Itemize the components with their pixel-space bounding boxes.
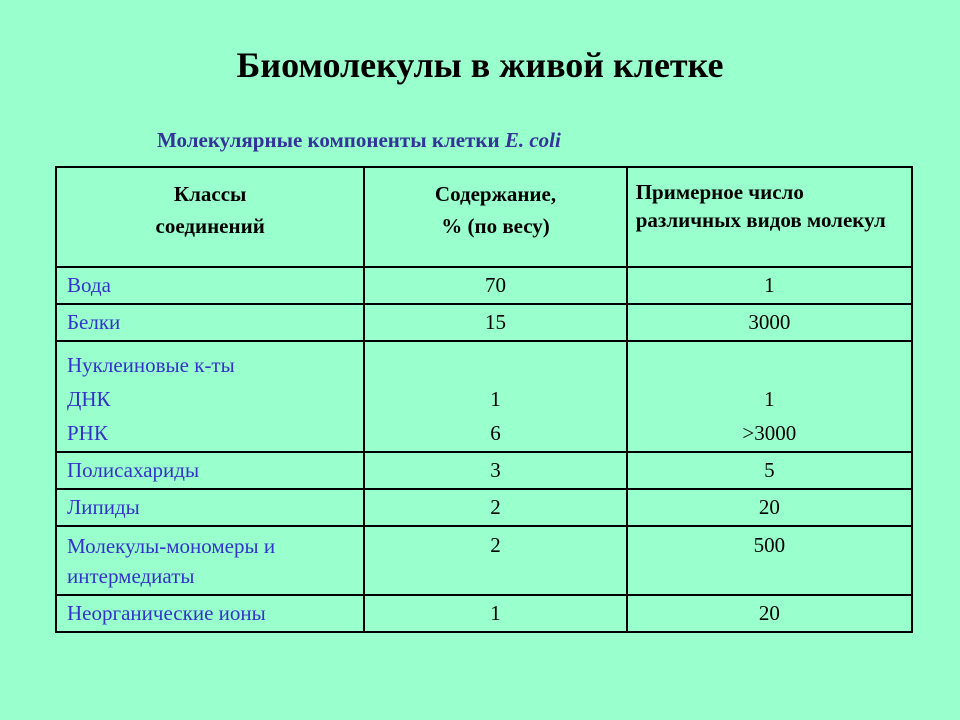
row-percent: 15 <box>364 304 626 341</box>
slide-title: Биомолекулы в живой клетке <box>236 45 724 85</box>
table-row <box>56 526 912 595</box>
table-row <box>56 452 912 489</box>
row-name-line2: ДНК <box>67 387 111 411</box>
table-row <box>56 341 912 452</box>
row-name <box>56 341 364 452</box>
header-class-line1: Классы <box>173 182 247 206</box>
row-name-line1: Нуклеиновые к-ты <box>67 353 235 377</box>
row-percent <box>364 341 626 452</box>
table-row <box>56 489 912 526</box>
row-name: Неорганические ионы <box>56 595 364 632</box>
row-count: 1 <box>627 267 912 304</box>
row-percent: 3 <box>364 452 626 489</box>
row-count: 20 <box>627 489 912 526</box>
table-caption <box>157 128 561 153</box>
row-percent-dna: 1 <box>490 387 501 411</box>
row-count: 500 <box>627 526 912 595</box>
header-percent <box>364 167 626 267</box>
composition-table <box>55 166 913 633</box>
row-percent: 2 <box>364 526 626 595</box>
table-row <box>56 595 912 632</box>
row-count-dna: 1 <box>764 387 775 411</box>
row-name-line3: РНК <box>67 421 108 445</box>
row-name: Липиды <box>56 489 364 526</box>
row-count-rna: >3000 <box>742 421 797 445</box>
row-count: 20 <box>627 595 912 632</box>
header-percent-line1: Содержание, <box>434 182 557 206</box>
table-row <box>56 267 912 304</box>
caption-text: Молекулярные компоненты клетки <box>157 128 505 152</box>
header-percent-line2: % (по весу) <box>441 214 550 238</box>
row-name: Вода <box>56 267 364 304</box>
row-count: 5 <box>627 452 912 489</box>
row-count <box>627 341 912 452</box>
header-class-line2: соединений <box>155 214 265 238</box>
row-name: Молекулы-мономеры и интермедиаты <box>56 526 364 595</box>
row-percent: 2 <box>364 489 626 526</box>
row-count: 3000 <box>627 304 912 341</box>
header-count: Примерное число различных видов молекул <box>627 167 912 267</box>
header-class <box>56 167 364 267</box>
table-row <box>56 304 912 341</box>
row-percent: 1 <box>364 595 626 632</box>
header-row <box>56 167 912 267</box>
row-name: Белки <box>56 304 364 341</box>
row-percent-rna: 6 <box>490 421 501 445</box>
caption-organism: E. coli <box>504 128 561 152</box>
row-percent: 70 <box>364 267 626 304</box>
row-name: Полисахариды <box>56 452 364 489</box>
